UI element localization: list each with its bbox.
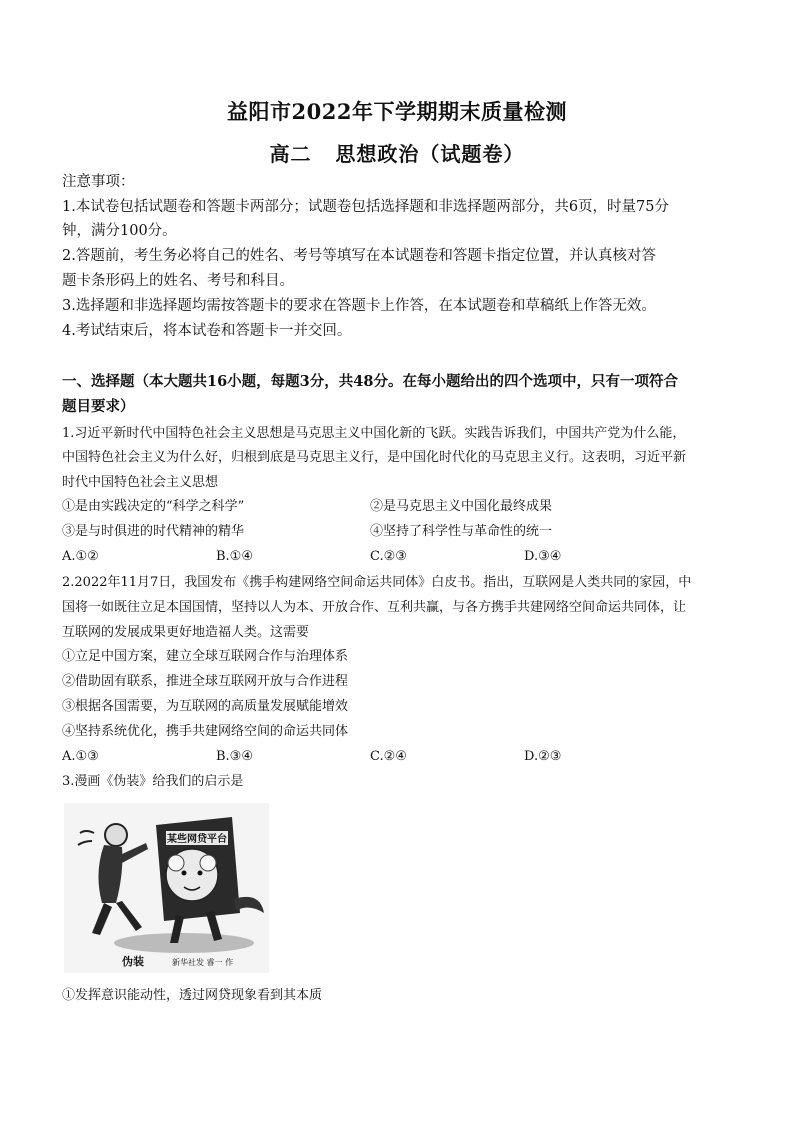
choice-b: B.①④ <box>216 549 253 564</box>
question-1-stem: 时代中国特色社会主义思想 <box>62 475 219 490</box>
statement: ③根据各国需要，为互联网的高质量发展赋能增效 <box>62 699 349 714</box>
choice-a: A.①③ <box>62 749 99 764</box>
notice-line: 钟，满分100分。 <box>62 223 177 239</box>
question-2-stem: 2.2022年11月7日，我国发布《携手构建网络空间命运共同体》白皮书。指出，互联网是人类共同的家园，中 <box>62 575 692 590</box>
statement: ①发挥意识能动性，透过网贷现象看到其本质 <box>62 988 323 1003</box>
notice-line: 2.答题前，考生务必将自己的姓名、考号等填写在本试题卷和答题卡指定位置，并认真核对答 <box>62 248 656 264</box>
choice-d: D.②③ <box>524 749 562 764</box>
cartoon-disguise <box>64 803 269 973</box>
cartoon-credit: 新华社发 睿一 作 <box>172 958 234 967</box>
statement: ③是与时俱进的时代精神的精华 <box>62 524 245 539</box>
statement: ①立足中国方案，建立全球互联网合作与治理体系 <box>62 649 349 664</box>
cartoon-illustration <box>64 803 269 973</box>
choice-c: C.②④ <box>370 749 407 764</box>
exam-title: 益阳市2022年下学期期末质量检测 <box>227 99 567 124</box>
section-heading: 题目要求） <box>62 398 135 415</box>
notice-line: 4.考试结束后，将本试卷和答题卡一并交回。 <box>62 323 352 339</box>
cartoon-sign-text: 某些网贷平台 <box>167 834 227 845</box>
statement: ④坚持了科学性与革命性的统一 <box>370 524 553 539</box>
choice-d: D.③④ <box>524 549 562 564</box>
question-2-stem: 互联网的发展成果更好地造福人类。这需要 <box>62 625 310 640</box>
statement: ①是由实践决定的“科学之科学” <box>62 499 245 514</box>
choice-c: C.②③ <box>370 549 407 564</box>
statement: ④坚持系统优化，携手共建网络空间的命运共同体 <box>62 724 349 739</box>
cartoon-caption: 伪装 <box>122 955 144 968</box>
notice-line: 3.选择题和非选择题均需按答题卡的要求在答题卡上作答，在本试题卷和草稿纸上作答无效。 <box>62 298 656 314</box>
question-1-stem: 中国特色社会主义为什么好，归根到底是马克思主义行，是中国化时代化的马克思主义行。这表明，习近平新 <box>62 450 687 465</box>
statement: ②是马克思主义中国化最终成果 <box>370 499 553 514</box>
notice-line: 1.本试卷包括试题卷和答题卡两部分；试题卷包括选择题和非选择题两部分，共6页，时量75分 <box>62 199 670 215</box>
question-2-stem: 国将一如既往立足本国国情，坚持以人为本、开放合作、互利共赢，与各方携手共建网络空间命运共同体，让 <box>62 600 687 615</box>
notice-line: 题卡条形码上的姓名、考号和科目。 <box>62 273 294 289</box>
section-heading: 一、选择题（本大题共16小题，每题3分，共48分。在每小题给出的四个选项中，只有一项符合 <box>62 373 678 390</box>
choice-a: A.①② <box>62 549 99 564</box>
choice-b: B.③④ <box>216 749 253 764</box>
question-3-stem: 3.漫画《伪装》给我们的启示是 <box>62 774 244 789</box>
exam-subtitle: 高二 思想政治（试题卷） <box>269 142 525 166</box>
statement: ②借助固有联系，推进全球互联网开放与合作进程 <box>62 674 349 689</box>
notice-heading: 注意事项： <box>62 174 135 190</box>
question-1-stem: 1.习近平新时代中国特色社会主义思想是马克思主义中国化新的飞跃。实践告诉我们，中国共产党为什么能， <box>62 426 686 441</box>
